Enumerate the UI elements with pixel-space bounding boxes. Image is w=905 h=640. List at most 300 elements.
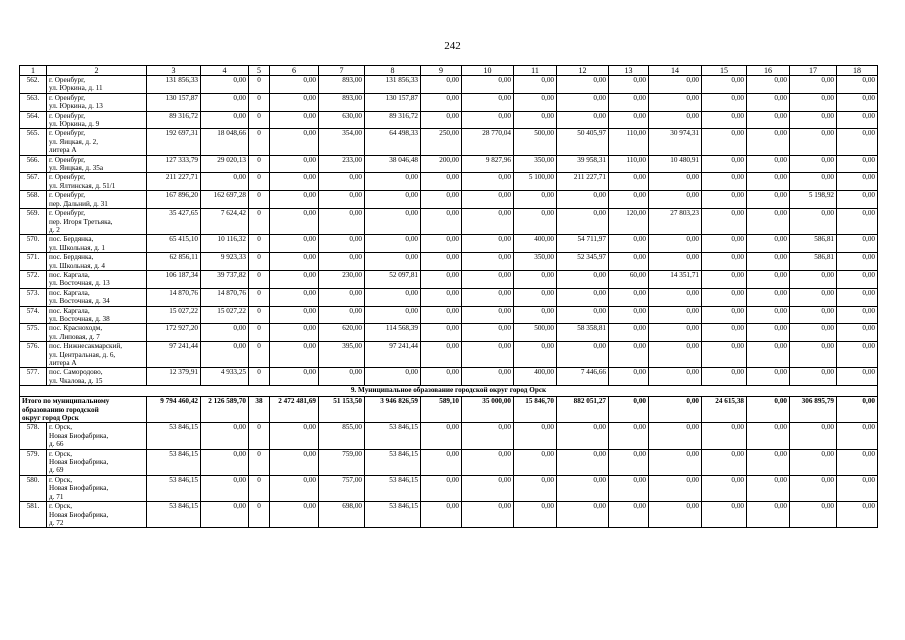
total-value: 2 126 589,70	[201, 397, 249, 423]
value-cell: 0,00	[557, 342, 609, 368]
value-cell: 0,00	[790, 173, 837, 191]
value-cell: 0,00	[421, 209, 462, 235]
value-cell: 0,00	[270, 306, 319, 324]
value-cell: 0,00	[270, 324, 319, 342]
value-cell: 230,00	[319, 270, 365, 288]
total-value: 9 794 460,42	[147, 397, 201, 423]
address-cell	[47, 270, 147, 288]
value-cell: 0,00	[837, 209, 878, 235]
cell-line: д. 72	[49, 518, 64, 527]
cell-line: ул. Юркина, д. 9	[49, 120, 100, 129]
value-cell: 0,00	[462, 502, 514, 528]
cell-line: ул. Школьная, д. 4	[49, 261, 105, 270]
value-cell: 0,00	[462, 270, 514, 288]
value-cell: 0,00	[702, 502, 747, 528]
column-header: 8	[365, 66, 421, 76]
table-row	[20, 502, 878, 528]
value-cell: 0,00	[702, 449, 747, 475]
value-cell: 698,00	[319, 502, 365, 528]
value-cell: 0,00	[649, 423, 702, 449]
value-cell: 0,00	[747, 155, 790, 173]
row-number: 568.	[20, 191, 47, 209]
value-cell: 0,00	[649, 502, 702, 528]
value-cell: 0,00	[270, 270, 319, 288]
column-header: 11	[514, 66, 557, 76]
cell-line: ул. Липовая, д. 7	[49, 332, 100, 341]
value-cell: 0,00	[557, 76, 609, 94]
value-cell: 39 737,82	[201, 270, 249, 288]
value-cell: 0,00	[837, 475, 878, 501]
value-cell: 211 227,71	[147, 173, 201, 191]
cell-line: ул. Восточная, д. 38	[49, 314, 110, 323]
row-number: 569.	[20, 209, 47, 235]
cell-line: пос. Каргала,	[49, 270, 90, 279]
row-number: 565.	[20, 129, 47, 155]
value-cell: 0	[249, 324, 270, 342]
value-cell: 0	[249, 235, 270, 253]
value-cell: 0,00	[421, 475, 462, 501]
value-cell: 0,00	[270, 191, 319, 209]
value-cell: 131 856,33	[365, 76, 421, 94]
table-row	[20, 111, 878, 129]
total-value: 0,00	[649, 397, 702, 423]
value-cell: 0,00	[201, 342, 249, 368]
value-cell: 0,00	[514, 111, 557, 129]
value-cell: 114 568,39	[365, 324, 421, 342]
value-cell: 0,00	[837, 235, 878, 253]
value-cell: 400,00	[514, 368, 557, 386]
value-cell: 0	[249, 475, 270, 501]
value-cell: 0,00	[609, 76, 649, 94]
value-cell: 0,00	[462, 76, 514, 94]
value-cell: 0,00	[462, 253, 514, 271]
value-cell: 893,00	[319, 76, 365, 94]
cell-line: ул. Школьная, д. 1	[49, 243, 105, 252]
value-cell: 0,00	[837, 253, 878, 271]
value-cell: 120,00	[609, 209, 649, 235]
cell-line: д. 71	[49, 492, 64, 501]
table-row	[20, 423, 878, 449]
cell-line: д. 66	[49, 440, 64, 449]
value-cell: 630,00	[319, 111, 365, 129]
column-header: 17	[790, 66, 837, 76]
value-cell: 0,00	[649, 342, 702, 368]
value-cell: 0,00	[462, 324, 514, 342]
value-cell: 855,00	[319, 423, 365, 449]
value-cell: 0,00	[201, 449, 249, 475]
value-cell: 0,00	[462, 235, 514, 253]
value-cell: 0,00	[270, 173, 319, 191]
table-row	[20, 129, 878, 155]
value-cell: 0,00	[201, 324, 249, 342]
value-cell: 0,00	[365, 173, 421, 191]
row-number: 576.	[20, 342, 47, 368]
row-number: 570.	[20, 235, 47, 253]
cell-line: ул. Центральная, д. 6,	[49, 350, 116, 359]
cell-line: ул. Чкалова, д. 15	[49, 376, 103, 385]
value-cell: 0,00	[747, 209, 790, 235]
column-header: 2	[47, 66, 147, 76]
value-cell: 0,00	[462, 306, 514, 324]
value-cell: 0,00	[514, 306, 557, 324]
value-cell: 52 345,97	[557, 253, 609, 271]
value-cell: 0	[249, 253, 270, 271]
value-cell: 130 157,87	[365, 93, 421, 111]
total-label	[20, 397, 147, 423]
value-cell: 53 846,15	[365, 502, 421, 528]
column-header: 4	[201, 66, 249, 76]
value-cell: 0,00	[462, 423, 514, 449]
value-cell: 0,00	[609, 342, 649, 368]
table-row	[20, 270, 878, 288]
row-number: 579.	[20, 449, 47, 475]
value-cell: 0	[249, 288, 270, 306]
column-header: 14	[649, 66, 702, 76]
value-cell: 0,00	[270, 209, 319, 235]
value-cell: 0,00	[702, 76, 747, 94]
value-cell: 0,00	[747, 191, 790, 209]
value-cell: 53 846,15	[147, 423, 201, 449]
value-cell: 0,00	[790, 111, 837, 129]
value-cell: 0,00	[421, 253, 462, 271]
value-cell: 350,00	[514, 155, 557, 173]
value-cell: 0,00	[270, 288, 319, 306]
value-cell: 0,00	[649, 191, 702, 209]
address-cell	[47, 253, 147, 271]
cell-line: г. Оренбург,	[49, 129, 86, 138]
cell-line: ул. Яицкая, д. 2,	[49, 137, 99, 146]
value-cell: 53 846,15	[147, 475, 201, 501]
value-cell: 0,00	[790, 423, 837, 449]
row-number: 567.	[20, 173, 47, 191]
value-cell: 0,00	[557, 475, 609, 501]
table-row	[20, 253, 878, 271]
value-cell: 15 027,22	[147, 306, 201, 324]
value-cell: 4 933,25	[201, 368, 249, 386]
value-cell: 65 415,10	[147, 235, 201, 253]
value-cell: 0,00	[609, 449, 649, 475]
total-value: 0,00	[747, 397, 790, 423]
value-cell: 0,00	[837, 173, 878, 191]
value-cell: 0,00	[557, 270, 609, 288]
value-cell: 0	[249, 270, 270, 288]
value-cell: 52 097,81	[365, 270, 421, 288]
value-cell: 0	[249, 209, 270, 235]
value-cell: 0,00	[790, 76, 837, 94]
data-table	[19, 65, 878, 528]
column-header: 12	[557, 66, 609, 76]
value-cell: 0	[249, 502, 270, 528]
row-number: 562.	[20, 76, 47, 94]
column-number-header	[20, 66, 878, 76]
value-cell: 14 351,71	[649, 270, 702, 288]
value-cell: 35 427,65	[147, 209, 201, 235]
cell-line: г. Оренбург,	[49, 155, 86, 164]
total-value: 35 000,00	[462, 397, 514, 423]
table-row	[20, 342, 878, 368]
address-cell	[47, 235, 147, 253]
row-number: 572.	[20, 270, 47, 288]
value-cell: 0,00	[790, 475, 837, 501]
value-cell: 0,00	[790, 368, 837, 386]
cell-line: г. Оренбург,	[49, 173, 86, 182]
value-cell: 0,00	[462, 368, 514, 386]
value-cell: 0,00	[514, 342, 557, 368]
value-cell: 15 027,22	[201, 306, 249, 324]
value-cell: 0,00	[557, 423, 609, 449]
value-cell: 60,00	[609, 270, 649, 288]
table-row	[20, 209, 878, 235]
value-cell: 0,00	[649, 93, 702, 111]
value-cell: 0,00	[649, 324, 702, 342]
value-cell: 0,00	[609, 191, 649, 209]
address-cell	[47, 449, 147, 475]
value-cell: 0,00	[790, 93, 837, 111]
value-cell: 0,00	[747, 76, 790, 94]
value-cell: 29 020,13	[201, 155, 249, 173]
value-cell: 9 827,96	[462, 155, 514, 173]
value-cell: 0,00	[557, 93, 609, 111]
value-cell: 0,00	[462, 342, 514, 368]
value-cell: 0,00	[790, 342, 837, 368]
value-cell: 64 498,33	[365, 129, 421, 155]
cell-line: г. Орск,	[49, 423, 72, 432]
value-cell: 62 856,11	[147, 253, 201, 271]
value-cell: 0,00	[702, 235, 747, 253]
value-cell: 0,00	[421, 173, 462, 191]
column-header: 16	[747, 66, 790, 76]
value-cell: 0,00	[702, 191, 747, 209]
total-value: 3 946 826,59	[365, 397, 421, 423]
cell-line: г. Оренбург,	[49, 111, 86, 120]
value-cell: 0	[249, 111, 270, 129]
value-cell: 0,00	[557, 111, 609, 129]
value-cell: 0,00	[462, 475, 514, 501]
value-cell: 0,00	[702, 423, 747, 449]
value-cell: 0,00	[514, 502, 557, 528]
value-cell: 0,00	[609, 253, 649, 271]
value-cell: 131 856,33	[147, 76, 201, 94]
table-row	[20, 368, 878, 386]
value-cell: 0,00	[270, 502, 319, 528]
row-number: 564.	[20, 111, 47, 129]
value-cell: 0,00	[747, 235, 790, 253]
value-cell: 130 157,87	[147, 93, 201, 111]
cell-line: д. 69	[49, 466, 64, 475]
cell-line: ул. Юркина, д. 13	[49, 102, 103, 111]
cell-line: г. Оренбург,	[49, 191, 86, 200]
value-cell: 0,00	[365, 253, 421, 271]
cell-line: Новая Биофабрика,	[49, 458, 109, 467]
column-header: 13	[609, 66, 649, 76]
value-cell: 0,00	[702, 253, 747, 271]
value-cell: 58 358,81	[557, 324, 609, 342]
address-cell	[47, 191, 147, 209]
value-cell: 0,00	[514, 475, 557, 501]
value-cell: 0,00	[702, 342, 747, 368]
value-cell: 0,00	[201, 93, 249, 111]
row-number: 575.	[20, 324, 47, 342]
cell-line: пос. Бердянка,	[49, 253, 94, 262]
value-cell: 0,00	[702, 306, 747, 324]
cell-line: ул. Юркина, д. 11	[49, 84, 103, 93]
value-cell: 0,00	[609, 93, 649, 111]
row-number: 580.	[20, 475, 47, 501]
value-cell: 9 923,33	[201, 253, 249, 271]
value-cell: 0,00	[557, 306, 609, 324]
value-cell: 0,00	[421, 324, 462, 342]
value-cell: 0,00	[747, 423, 790, 449]
table-row	[20, 191, 878, 209]
table-row	[20, 76, 878, 94]
value-cell: 757,00	[319, 475, 365, 501]
value-cell: 0,00	[747, 306, 790, 324]
value-cell: 200,00	[421, 155, 462, 173]
value-cell: 0,00	[514, 270, 557, 288]
value-cell: 0,00	[609, 288, 649, 306]
value-cell: 620,00	[319, 324, 365, 342]
value-cell: 0,00	[270, 111, 319, 129]
value-cell: 233,00	[319, 155, 365, 173]
total-value: 38	[249, 397, 270, 423]
value-cell: 0,00	[790, 209, 837, 235]
value-cell: 0,00	[462, 209, 514, 235]
value-cell: 0,00	[747, 368, 790, 386]
value-cell: 0,00	[514, 209, 557, 235]
value-cell: 0,00	[747, 253, 790, 271]
value-cell: 0,00	[462, 173, 514, 191]
cell-line: пос. Каргала,	[49, 288, 90, 297]
row-number: 574.	[20, 306, 47, 324]
value-cell: 53 846,15	[147, 449, 201, 475]
value-cell: 5 198,92	[790, 191, 837, 209]
value-cell: 0,00	[319, 209, 365, 235]
cell-line: литера А	[49, 359, 77, 367]
column-header: 3	[147, 66, 201, 76]
value-cell: 0,00	[702, 111, 747, 129]
value-cell: 0,00	[747, 342, 790, 368]
value-cell: 28 770,04	[462, 129, 514, 155]
value-cell: 0,00	[702, 270, 747, 288]
value-cell: 0,00	[790, 129, 837, 155]
value-cell: 0,00	[557, 502, 609, 528]
value-cell: 0,00	[462, 191, 514, 209]
value-cell: 0,00	[514, 423, 557, 449]
total-value: 0,00	[609, 397, 649, 423]
value-cell: 7 624,42	[201, 209, 249, 235]
value-cell: 0,00	[201, 111, 249, 129]
address-cell	[47, 129, 147, 155]
value-cell: 0,00	[421, 342, 462, 368]
value-cell: 167 896,20	[147, 191, 201, 209]
value-cell: 0,00	[421, 288, 462, 306]
value-cell: 586,81	[790, 253, 837, 271]
value-cell: 7 446,66	[557, 368, 609, 386]
total-value: 2 472 481,69	[270, 397, 319, 423]
value-cell: 0,00	[421, 111, 462, 129]
value-cell: 0,00	[365, 368, 421, 386]
address-cell	[47, 288, 147, 306]
value-cell: 89 316,72	[365, 111, 421, 129]
value-cell: 38 046,48	[365, 155, 421, 173]
value-cell: 0,00	[649, 111, 702, 129]
cell-line: пос. Самородово,	[49, 368, 103, 377]
value-cell: 0,00	[837, 155, 878, 173]
value-cell: 97 241,44	[365, 342, 421, 368]
value-cell: 0	[249, 449, 270, 475]
value-cell: 0	[249, 423, 270, 449]
cell-line: г. Оренбург,	[49, 209, 86, 218]
value-cell: 0,00	[837, 324, 878, 342]
value-cell: 0,00	[319, 235, 365, 253]
address-cell	[47, 173, 147, 191]
value-cell: 53 846,15	[365, 449, 421, 475]
total-value: 15 846,70	[514, 397, 557, 423]
value-cell: 0,00	[270, 342, 319, 368]
cell-line: литера А	[49, 146, 77, 155]
value-cell: 0,00	[837, 449, 878, 475]
value-cell: 162 697,28	[201, 191, 249, 209]
value-cell: 0,00	[270, 253, 319, 271]
value-cell: 0,00	[609, 173, 649, 191]
value-cell: 400,00	[514, 235, 557, 253]
value-cell: 12 379,91	[147, 368, 201, 386]
value-cell: 0,00	[557, 288, 609, 306]
value-cell: 0,00	[702, 209, 747, 235]
value-cell: 0,00	[319, 368, 365, 386]
column-header: 10	[462, 66, 514, 76]
value-cell: 0	[249, 368, 270, 386]
value-cell: 0,00	[421, 270, 462, 288]
address-cell	[47, 111, 147, 129]
address-cell	[47, 306, 147, 324]
value-cell: 0,00	[747, 173, 790, 191]
value-cell: 0,00	[609, 502, 649, 528]
cell-line: Новая Биофабрика,	[49, 431, 109, 440]
row-number: 571.	[20, 253, 47, 271]
value-cell: 350,00	[514, 253, 557, 271]
value-cell: 0,00	[201, 475, 249, 501]
address-cell	[47, 342, 147, 368]
cell-line: д. 2	[49, 225, 60, 234]
value-cell: 0	[249, 173, 270, 191]
value-cell: 0,00	[365, 235, 421, 253]
value-cell: 250,00	[421, 129, 462, 155]
value-cell: 0,00	[649, 76, 702, 94]
value-cell: 14 870,76	[147, 288, 201, 306]
section-row	[20, 386, 878, 397]
table-row	[20, 235, 878, 253]
value-cell: 0,00	[421, 76, 462, 94]
row-number: 578.	[20, 423, 47, 449]
row-number: 566.	[20, 155, 47, 173]
value-cell: 0,00	[837, 129, 878, 155]
cell-line: пер. Дальний, д. 31	[49, 199, 108, 208]
column-header: 5	[249, 66, 270, 76]
column-header: 6	[270, 66, 319, 76]
value-cell: 0,00	[649, 475, 702, 501]
value-cell: 0,00	[421, 502, 462, 528]
value-cell: 0,00	[365, 191, 421, 209]
value-cell: 10 116,32	[201, 235, 249, 253]
value-cell: 0,00	[201, 502, 249, 528]
table-row	[20, 449, 878, 475]
total-value: 24 615,38	[702, 397, 747, 423]
value-cell: 0,00	[702, 324, 747, 342]
value-cell: 0,00	[837, 76, 878, 94]
cell-line: г. Орск,	[49, 502, 72, 511]
table-row	[20, 306, 878, 324]
